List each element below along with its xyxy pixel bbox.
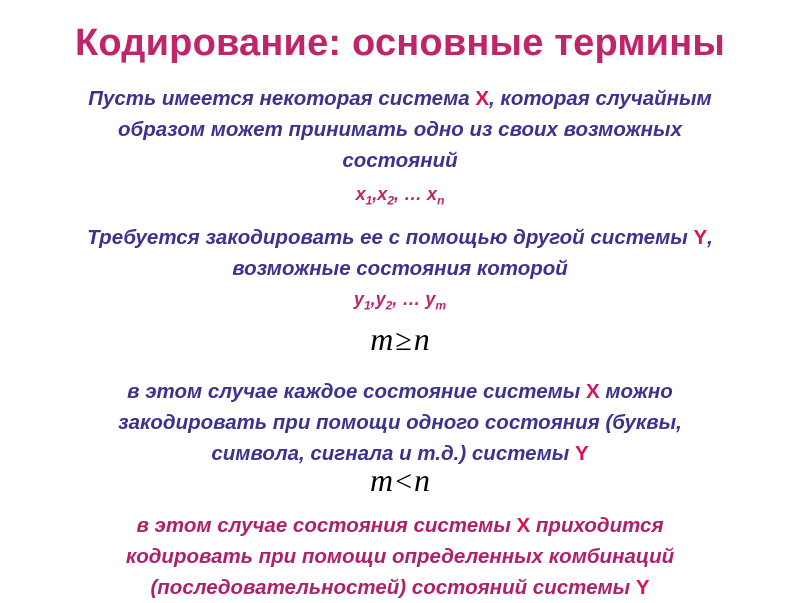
system-x-symbol: X	[516, 514, 531, 537]
requirement-text: Требуется закодировать ее с помощью другой системы	[87, 226, 694, 249]
system-y-symbol: Y	[635, 576, 650, 599]
slide-title: Кодирование: основные термины	[74, 22, 726, 64]
intro-paragraph	[0, 83, 800, 176]
requirement-line-2: возможные состояния которой	[232, 257, 568, 280]
intro-text: Пусть имеется некоторая система	[88, 87, 476, 110]
formula-m-lt-n: m<n	[369, 462, 431, 498]
case-ge-line-2: закодировать при помощи одного состояния (буквы,	[118, 411, 682, 434]
system-y-symbol: Y	[693, 226, 708, 249]
system-y-symbol: Y	[574, 442, 589, 465]
formula-m-ge-n: m≥n	[370, 321, 430, 357]
case-ge-paragraph	[0, 376, 800, 469]
case-lt-line-1: в этом случае состояния системы X приходится	[136, 514, 664, 537]
requirement-line-1: Требуется закодировать ее с помощью другой системы Y,	[87, 226, 713, 249]
requirement-paragraph	[0, 222, 800, 284]
intro-line-3: состояний	[342, 149, 458, 172]
case-ge-line-1: в этом случае каждое состояние системы X можно	[127, 380, 673, 403]
case-lt-line-3: (последовательностей) состояний системы Y	[150, 576, 650, 599]
system-x-symbol: X	[475, 87, 490, 110]
case-lt-paragraph	[0, 510, 800, 603]
intro-text-cont: , которая случайным	[489, 87, 712, 110]
intro-line-2: образом может принимать одно из своих возможных	[118, 118, 682, 141]
intro-line-1	[0, 83, 800, 114]
case-lt-line-2: кодировать при помощи определенных комбинаций	[125, 545, 675, 568]
x-states-sequence: $x_1,x_2$, … $x_n$	[355, 184, 445, 208]
case-ge-line-3: символа, сигнала и т.д.) системы Y	[211, 442, 589, 465]
system-x-symbol: X	[586, 380, 600, 403]
y-states-sequence: $y_1,y_2$, … $y_m$	[353, 289, 447, 313]
